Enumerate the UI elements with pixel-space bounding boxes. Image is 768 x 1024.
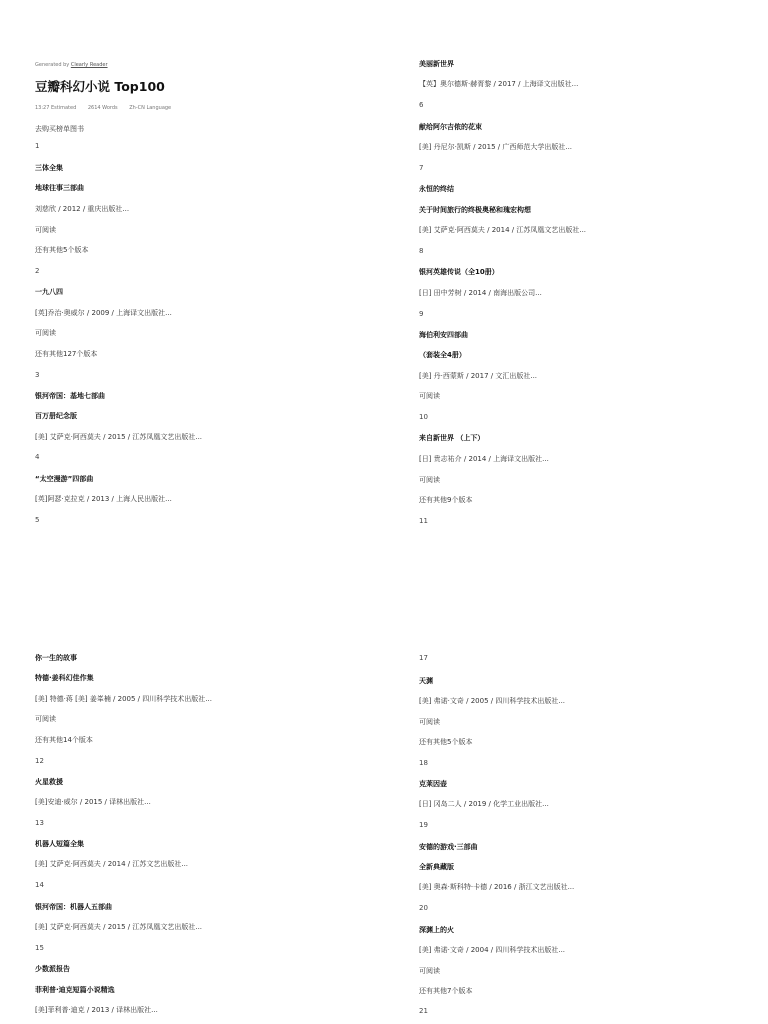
book-title[interactable]: 机器人短篇全集 — [35, 840, 84, 848]
rank-number: 3 — [35, 371, 40, 379]
book-meta: [美] 弗诺·文奇 / 2005 / 四川科学技术出版社... — [419, 697, 566, 705]
book-title[interactable]: 百万册纪念版 — [35, 412, 77, 420]
rank-number: 6 — [419, 101, 424, 109]
readable-link[interactable]: 可阅读 — [419, 476, 440, 484]
book-title[interactable]: 你一生的故事 — [35, 654, 77, 662]
other-editions-link[interactable]: 还有其他5个版本 — [419, 738, 473, 746]
book-title[interactable]: 三体全集 — [35, 164, 63, 172]
book-meta: [美]菲利普·迪克 / 2013 / 译林出版社... — [35, 1006, 158, 1014]
book-meta: [日] 冈岛二人 / 2019 / 化学工业出版社... — [419, 800, 549, 808]
word-count: 2614 Words — [87, 105, 118, 111]
book-title[interactable]: 银河英雄传说（全10册） — [419, 268, 499, 276]
other-editions-link[interactable]: 还有其他127个版本 — [35, 350, 98, 358]
book-title[interactable]: 特德·姜科幻佳作集 — [35, 674, 94, 682]
book-title[interactable]: 少数派报告 — [35, 965, 70, 973]
book-meta: [英]阿瑟·克拉克 / 2013 / 上海人民出版社... — [35, 495, 172, 503]
book-title[interactable]: 火星救援 — [35, 778, 63, 786]
book-meta: [美]安迪·威尔 / 2015 / 译林出版社... — [35, 798, 151, 806]
rank-number: 8 — [419, 247, 424, 255]
book-meta: [美] 丹尼尔·凯斯 / 2015 / 广西师范大学出版社... — [419, 143, 573, 151]
page-title: 豆瓣科幻小说 Top100 — [35, 79, 165, 94]
rank-number: 7 — [419, 164, 424, 172]
book-meta: [英]乔治·奥威尔 / 2009 / 上海译文出版社... — [35, 309, 172, 317]
book-title[interactable]: 美丽新世界 — [419, 60, 454, 68]
book-title[interactable]: 一九八四 — [35, 288, 63, 296]
book-title[interactable]: 海伯利安四部曲 — [419, 331, 468, 339]
language: Zh-CN Language — [129, 105, 172, 111]
book-title[interactable]: 安德的游戏·三部曲 — [419, 843, 478, 851]
rank-number: 2 — [35, 267, 40, 275]
generated-prefix: Generated by — [35, 62, 70, 68]
rank-number: 14 — [35, 881, 44, 889]
book-meta: [美] 弗诺·文奇 / 2004 / 四川科学技术出版社... — [419, 946, 566, 954]
book-meta: [美] 艾萨克·阿西莫夫 / 2015 / 江苏凤凰文艺出版社... — [35, 433, 203, 441]
readable-link[interactable]: 可阅读 — [419, 718, 440, 726]
rank-number: 18 — [419, 759, 428, 767]
book-title[interactable]: 地球往事三部曲 — [35, 184, 84, 192]
book-meta: 【英】奥尔德斯·赫胥黎 / 2017 / 上海译文出版社... — [419, 80, 579, 88]
book-title[interactable]: 菲利普·迪克短篇小说精选 — [35, 986, 115, 994]
readable-link[interactable]: 可阅读 — [35, 329, 56, 337]
book-title[interactable]: 来自新世界 （上下） — [419, 434, 485, 442]
rank-number: 15 — [35, 944, 44, 952]
book-title[interactable]: “太空漫游”四部曲 — [35, 475, 94, 483]
book-title[interactable]: （套装全4册） — [419, 351, 466, 359]
clearly-reader-link[interactable]: Clearly Reader — [70, 62, 108, 68]
other-editions-link[interactable]: 还有其他14个版本 — [35, 736, 93, 744]
book-meta: [美] 丹·西蒙斯 / 2017 / 文汇出版社... — [419, 372, 538, 380]
other-editions-link[interactable]: 还有其他7个版本 — [419, 987, 473, 995]
generated-by-line — [35, 60, 108, 70]
rank-number: 13 — [35, 819, 44, 827]
book-title[interactable]: 永恒的终结 — [419, 185, 454, 193]
buy-books-link[interactable]: 去购买榜单图书 — [35, 125, 84, 133]
other-editions-link[interactable]: 还有其他9个版本 — [419, 496, 473, 504]
book-meta: [美] 艾萨克·阿西莫夫 / 2014 / 江苏文艺出版社... — [35, 860, 189, 868]
page-top-left — [35, 0, 365, 520]
rank-number: 21 — [419, 1007, 428, 1015]
book-meta: [美] 艾萨克·阿西莫夫 / 2014 / 江苏凤凰文艺出版社... — [419, 226, 587, 234]
rank-number: 5 — [35, 516, 40, 524]
rank-number: 11 — [419, 517, 428, 525]
rank-number: 9 — [419, 310, 424, 318]
book-meta: [日] 贵志祐介 / 2014 / 上海译文出版社... — [419, 455, 549, 463]
book-meta: 刘慈欣 / 2012 / 重庆出版社... — [35, 205, 130, 213]
book-title[interactable]: 献给阿尔吉侬的花束 — [419, 123, 482, 131]
book-meta: [日] 田中芳树 / 2014 / 南海出版公司... — [419, 289, 542, 297]
book-meta: [美] 奥森·斯科特·卡德 / 2016 / 浙江文艺出版社... — [419, 883, 575, 891]
other-editions-link[interactable]: 还有其他5个版本 — [35, 246, 89, 254]
readable-link[interactable]: 可阅读 — [35, 715, 56, 723]
reading-meta — [35, 103, 181, 113]
rank-number: 19 — [419, 821, 428, 829]
rank-number: 1 — [35, 142, 40, 150]
rank-number: 4 — [35, 453, 40, 461]
rank-number: 10 — [419, 413, 428, 421]
rank-number: 17 — [419, 654, 428, 662]
readable-link[interactable]: 可阅读 — [35, 226, 56, 234]
book-meta: [美] 特德·蒋 [美] 姜峯楠 / 2005 / 四川科学技术出版社... — [35, 695, 212, 703]
book-title[interactable]: 关于时间旅行的终极奥秘和瑰宏构想 — [419, 206, 531, 214]
book-title[interactable]: 天渊 — [419, 677, 433, 685]
book-title[interactable]: 银河帝国：机器人五部曲 — [35, 903, 112, 911]
book-title[interactable]: 克莱因壶 — [419, 780, 447, 788]
book-title[interactable]: 银河帝国：基地七部曲 — [35, 392, 105, 400]
estimated-time: 13:27 Estimated — [35, 105, 77, 111]
book-meta: [美] 艾萨克·阿西莫夫 / 2015 / 江苏凤凰文艺出版社... — [35, 923, 203, 931]
readable-link[interactable]: 可阅读 — [419, 967, 440, 975]
book-title[interactable]: 全新典藏版 — [419, 863, 454, 871]
rank-number: 12 — [35, 757, 44, 765]
rank-number: 20 — [419, 904, 428, 912]
book-title[interactable]: 深渊上的火 — [419, 926, 454, 934]
readable-link[interactable]: 可阅读 — [419, 392, 440, 400]
